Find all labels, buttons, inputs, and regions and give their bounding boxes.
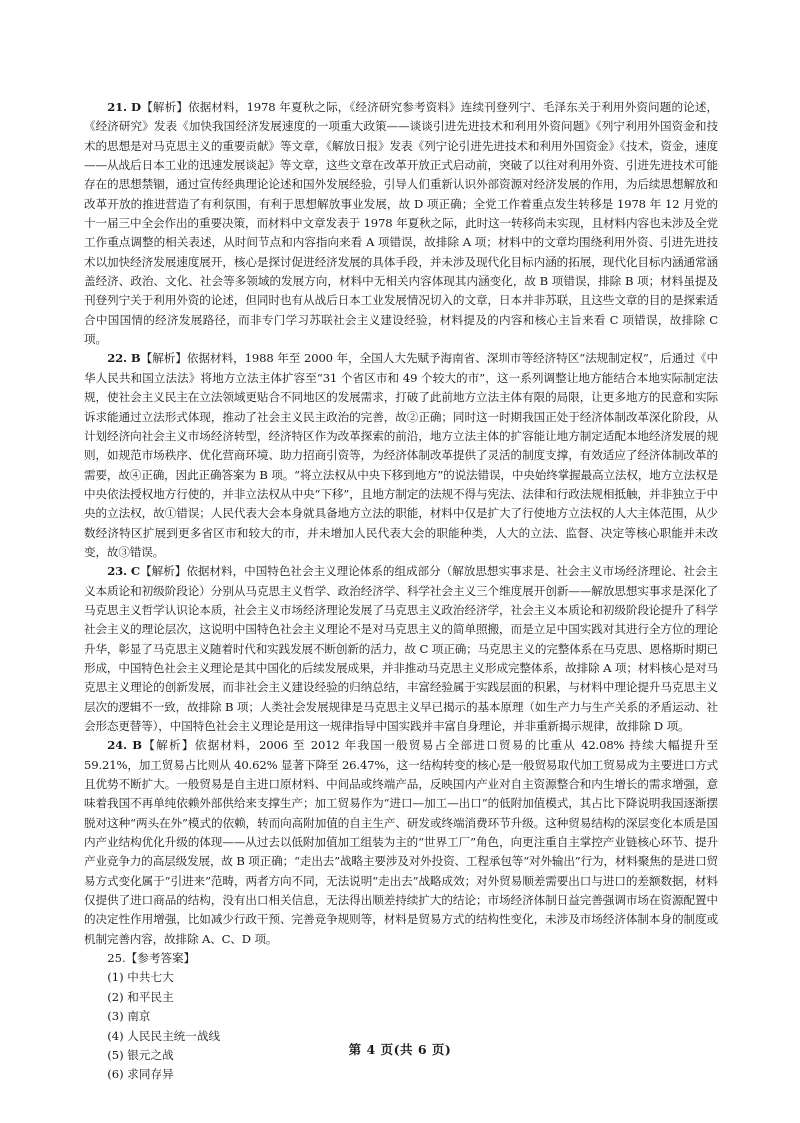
answer-item: (5) 银元之战: [107, 1047, 174, 1062]
question-25-answers: [84, 968, 718, 1084]
answer-item: (4) 人民民主统一战线: [107, 1028, 221, 1043]
question-25-heading: 25.【参考答案】: [107, 951, 196, 966]
question-number: 21. D: [107, 100, 141, 114]
question-24-explanation: [84, 736, 718, 949]
explanation-text: 依据材料，中国特色社会主义理论体系的组成部分（解放思想实事求是、社会主义市场经济理论、社会主义本质论和初级阶段论）分别从马克思主义哲学、政治经济学、科学社会主义三个维度展开创新——解放思想实事求是深化了马克思主义哲学认识论本质，社会主义市场经济理论发展了马克思主义政治经济学，社会主义本质论和初级阶段论提升了科学社会主义的理论层次，这说明中国特色社会主义理论不是对马克思主义的简单照搬，而是立足中国实践对其进行全方位的理论升华，彰显了马克思主义随着时代和实践发展不断创新的活力，故 C 项正确；马克思主义的完整体系在马克思、恩格斯时期已形成，中国特色社会主义理论是其中国化的后续发展成果，并非推动马克思主义形成完整体系，故排除 A 项；材料核心是对马克思主义理论的创新发展，而非社会主义建设经验的归纳总结，丰富经验属于实践层面的积累，与材料中理论提升马克思主义层次的逻辑不一致，故排除 B 项；人类社会发展规律是马克思主义早已揭示的基本原理（如生产力与生产关系的矛盾运动、社会形态更替等），中国特色社会主义理论是用这一规律指导中国实践并丰富自身理论，并非重新揭示规律，故排除 D 项。: [84, 564, 719, 733]
question-23-explanation: [84, 562, 718, 736]
question-21-explanation: [84, 98, 718, 349]
answer-item: (2) 和平民主: [107, 989, 174, 1004]
document-body: [84, 98, 718, 1085]
question-22-explanation: [84, 349, 718, 562]
analysis-tag: 【解析】: [141, 738, 195, 753]
page-number-footer: 第 4 页(共 6 页): [348, 1042, 452, 1057]
analysis-tag: 【解析】: [140, 100, 189, 114]
answer-item: (3) 南京: [107, 1009, 151, 1024]
answer-item: (1) 中共七大: [107, 970, 174, 985]
question-number: 22. B: [107, 351, 141, 366]
explanation-text: 依据材料，2006 至 2012 年我国一般贸易占全部进口贸易的比重从 42.08% 持续大幅提升至 59.21%，加工贸易占比则从 40.62% 显著下降至 26.47%，这一结构转变的核心是一般贸易取代加工贸易成为主要进口方式且优势不断扩大。一般贸易是自主进口原材料、中间品或终端产品，反映国内产业对自主资源整合和内生增长的需求增强，意味着我国不再单纯依赖外部供给来支撑生产；加工贸易作为“进口—加工—出口”的低附加值模式，其占比下降说明我国逐渐摆脱对这种“两头在外”模式的依赖，转而向高附加值的自主生产、研发或终端消费环节升级。这种贸易结构的深层变化本质是国内产业结构优化升级的体现——从过去以低附加值加工组装为主的“世界工厂”角色，向更注重自主掌控产业链核心环节、提升产业竞争力的高层级发展，故 B 项正确；“走出去”战略主要涉及对外投资、工程承包等“对外输出”行为，材料聚焦的是进口贸易方式变化属于“引进来”范畴，两者方向不同，无法说明“走出去”战略成效；对外贸易顺差需要出口与进口的差额数据，材料仅提供了进口商品的结构，没有出口相关信息，无法得出顺差持续扩大的结论；市场经济体制日益完善强调市场在资源配置中的决定性作用增强，比如减少行政干预、完善竞争规则等，材料是贸易方式的结构性变化，未涉及市场经济体制本身的制度或机制完善内容，故排除 A、C、D 项。: [84, 738, 718, 946]
answer-item: (6) 求同存异: [107, 1067, 174, 1082]
question-number: 24. B: [107, 738, 142, 753]
explanation-text: 依据材料，1978 年夏秋之际，《经济研究参考资料》连续刊登列宁、毛泽东关于利用外资问题的论述，《经济研究》发表《加快我国经济发展速度的一项重大政策——谈谈引进先进技术和利用外资问题》《列宁利用外国资金和技术的思想是对马克思主义的重要贡献》等文章，《解放日报》发表《列宁论引进先进技术和利用外国资金》《技术，资金，速度——从战后日本工业的迅速发展谈起》等文章，这些文章在改革开放正式启动前，突破了以往对利用外资、引进先进技术可能存在的思想禁锢，通过宣传经典理论论述和国外发展经验，引导人们重新认识外部资源对经济发展的作用，为后续思想解放和改革开放的推进营造了有利氛围，有利于思想解放事业发展，故 D 项正确；全党工作着重点发生转移是 1978 年 12 月党的十一届三中全会作出的重要决策，而材料中文章发表于 1978 年夏秋之际，此时这一转移尚未实现，且材料内容也未涉及全党工作重点调整的相关表述，从时间节点和内容指向来看 A 项错误，故排除 A 项；材料中的文章均围绕利用外资、引进先进技术以加快经济发展速度展开，核心是探讨促进经济发展的具体手段，并未涉及现代化目标内涵的拓展，现代化目标内涵通常涵盖经济、政治、文化、社会等多领域的发展方向，材料中无相关内容体现其内涵变化，故 B 项错误，排除 B 项；材料虽提及刊登列宁关于利用外资的论述，但同时也有从战后日本工业发展情况切入的文章，日本并非苏联，且这些文章的目的是探索适合中国国情的经济发展路径，而非专门学习苏联社会主义建设经验，材料提及的内容和核心主旨来看 C 项错误，故排除 C 项。: [84, 100, 719, 347]
explanation-text: 依据材料，1988 年至 2000 年，全国人大先赋予海南省、深圳市等经济特区“法规制定权”，后通过《中华人民共和国立法法》将地方立法主体扩容至“31 个省区市和 49 个较大的市”，这一系列调整让地方能结合本地实际制定法规，使社会主义民主在立法领域更贴合不同地区的发展需求，打破了此前地方立法主体有限的局限，让更多地方的民意和实际诉求能通过立法形式体现，推动了社会主义民主政治的完善，故②正确；同时这一时期我国正处于经济体制改革深化阶段，从计划经济向社会主义市场经济转型，经济特区作为改革探索的前沿，地方立法主体的扩容能让地方制定适配本地经济发展的规则，如规范市场秩序、优化营商环境、助力招商引资等，为经济体制改革提供了灵活的制度支撑，有效适应了经济体制改革的需要，故④正确，因此正确答案为 B 项。“将立法权从中央下移到地方”的说法错误，中央始终掌握最高立法权，地方立法权是中央依法授权地方行使的，并非立法权从中央“下移”，且地方制定的法规不得与宪法、法律和行政法规相抵触，并非独立于中央的立法权，故①错误；人民代表大会本身就具备地方立法的职能，材料中仅是扩大了行使地方立法权的人大主体范围，从少数经济特区扩展到更多省区市和较大的市，并未增加人民代表大会的职能种类，人大的立法、监督、决定等核心职能并未改变，故③错误。: [84, 351, 718, 559]
question-number: 23. C: [107, 564, 140, 579]
analysis-tag: 【解析】: [140, 564, 187, 579]
analysis-tag: 【解析】: [140, 351, 187, 366]
